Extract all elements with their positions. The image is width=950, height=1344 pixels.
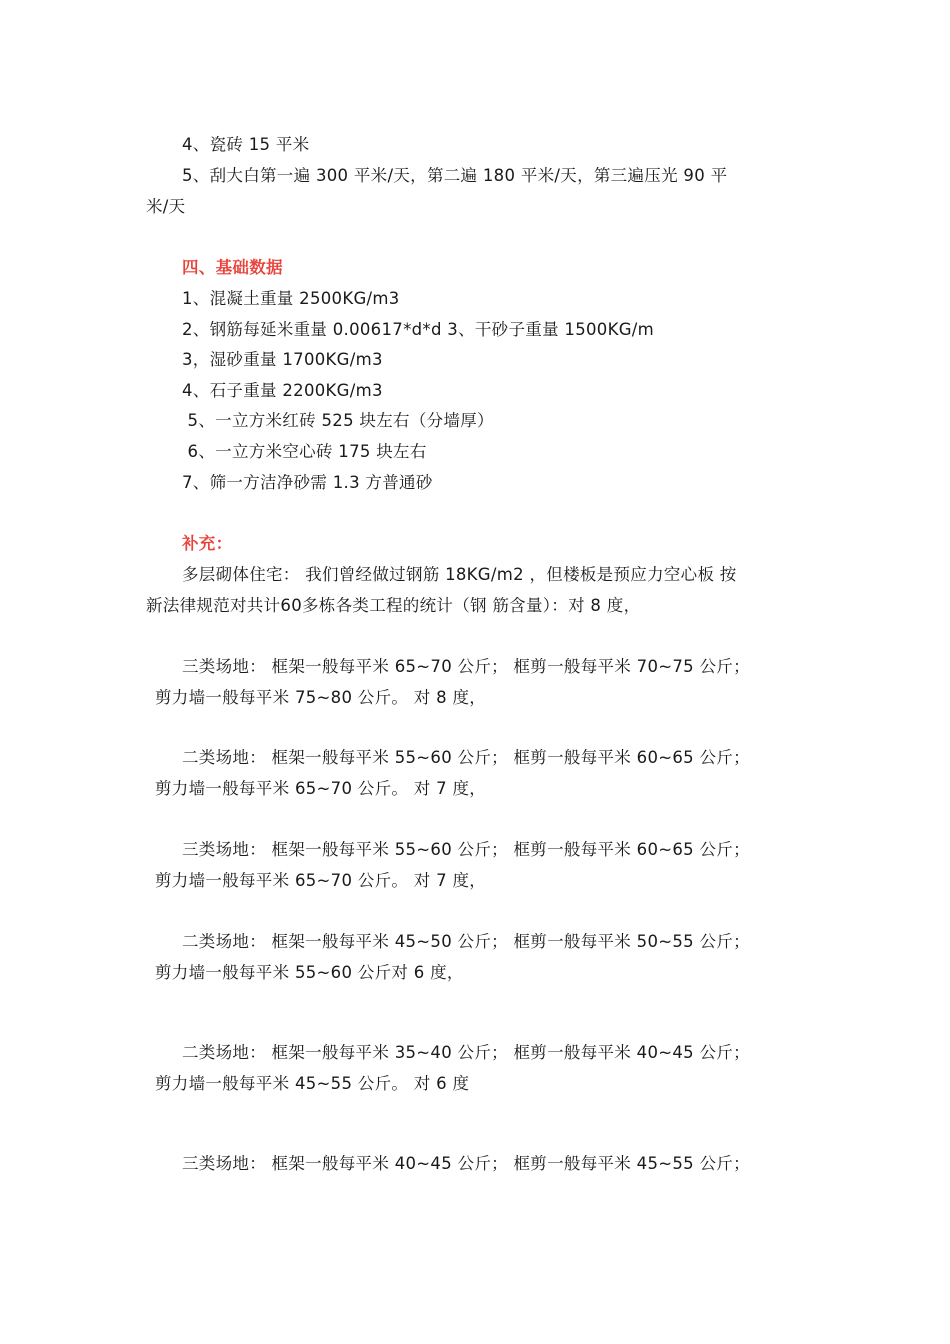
paragraph-line: 剪力墙一般每平米 65~70 公斤。 对 7 度， bbox=[155, 871, 487, 890]
paragraph-line: 4、瓷砖 15 平米 bbox=[182, 135, 310, 154]
list-item: 6、一立方米空心砖 175 块左右 bbox=[182, 442, 427, 461]
paragraph-line: 剪力墙一般每平米 75~80 公斤。 对 8 度， bbox=[155, 688, 487, 707]
paragraph-line: 米/天 bbox=[146, 197, 186, 216]
paragraph-line: 新法律规范对共计60多栋各类工程的统计（钢 筋含量）：对 8 度， bbox=[146, 596, 641, 615]
paragraph-line: 剪力墙一般每平米 65~70 公斤。 对 7 度， bbox=[155, 779, 487, 798]
paragraph-line: 5、刮大白第一遍 300 平米/天，第二遍 180 平米/天，第三遍压光 90 平 bbox=[182, 166, 728, 185]
section-heading: 四、基础数据 bbox=[182, 258, 283, 277]
paragraph-line: 剪力墙一般每平米 45~55 公斤。 对 6 度 bbox=[155, 1074, 470, 1093]
list-item: 5、一立方米红砖 525 块左右（分墙厚） bbox=[182, 411, 494, 430]
paragraph-line: 二类场地： 框架一般每平米 55~60 公斤； 框剪一般每平米 60~65 公斤； bbox=[182, 748, 750, 767]
paragraph-line: 多层砌体住宅： 我们曾经做过钢筋 18KG/m2 ，但楼板是预应力空心板 按 bbox=[182, 565, 737, 584]
list-item: 1、混凝土重量 2500KG/m3 bbox=[182, 289, 400, 308]
section-heading: 补充： bbox=[182, 534, 233, 553]
list-item: 7、筛一方洁净砂需 1.3 方普通砂 bbox=[182, 473, 433, 492]
list-item: 2、钢筋每延米重量 0.00617*d*d 3、干砂子重量 1500KG/m bbox=[182, 320, 655, 339]
paragraph-line: 三类场地： 框架一般每平米 65~70 公斤； 框剪一般每平米 70~75 公斤； bbox=[182, 657, 750, 676]
paragraph-line: 三类场地： 框架一般每平米 40~45 公斤； 框剪一般每平米 45~55 公斤； bbox=[182, 1154, 750, 1173]
paragraph-line: 二类场地： 框架一般每平米 35~40 公斤； 框剪一般每平米 40~45 公斤； bbox=[182, 1043, 750, 1062]
paragraph-line: 二类场地： 框架一般每平米 45~50 公斤； 框剪一般每平米 50~55 公斤； bbox=[182, 932, 750, 951]
list-item: 3，湿砂重量 1700KG/m3 bbox=[182, 350, 383, 369]
paragraph-line: 三类场地： 框架一般每平米 55~60 公斤； 框剪一般每平米 60~65 公斤； bbox=[182, 840, 750, 859]
list-item: 4、石子重量 2200KG/m3 bbox=[182, 381, 383, 400]
paragraph-line: 剪力墙一般每平米 55~60 公斤对 6 度， bbox=[155, 963, 464, 982]
